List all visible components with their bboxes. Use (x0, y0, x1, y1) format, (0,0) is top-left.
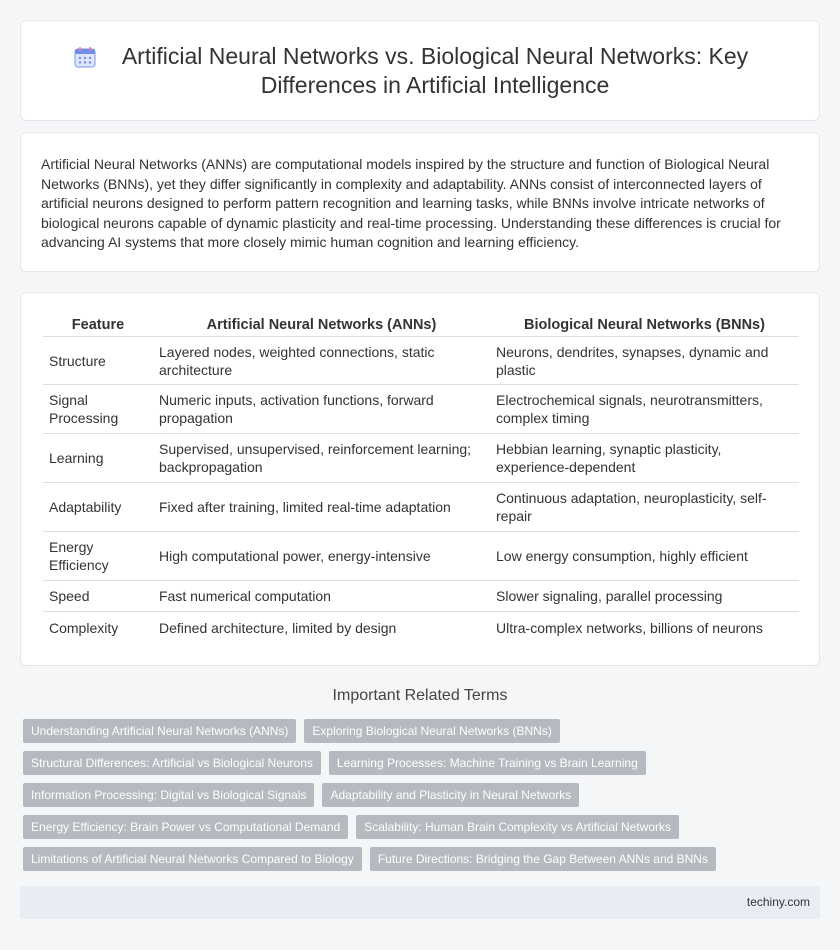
header-feature: Feature (43, 313, 153, 337)
comparison-table (43, 313, 799, 643)
ann-cell: Fixed after training, limited real-time adaptation (153, 483, 490, 532)
bnn-cell: Hebbian learning, synaptic plasticity, experience-dependent (490, 434, 799, 483)
feature-cell: Energy Efficiency (43, 532, 153, 581)
feature-cell: Adaptability (43, 483, 153, 532)
feature-cell: Structure (43, 337, 153, 385)
feature-cell: Signal Processing (43, 385, 153, 434)
related-term-tag[interactable]: Scalability: Human Brain Complexity vs Artificial Networks (356, 815, 679, 839)
related-term-tag[interactable]: Limitations of Artificial Neural Networks Compared to Biology (23, 847, 362, 871)
table-row (43, 532, 799, 581)
comparison-card (20, 292, 820, 666)
related-term-tag[interactable]: Understanding Artificial Neural Networks (ANNs) (23, 719, 296, 743)
related-terms-list (23, 719, 823, 879)
bnn-cell: Electrochemical signals, neurotransmitters, complex timing (490, 385, 799, 434)
ann-cell: Numeric inputs, activation functions, forward propagation (153, 385, 490, 434)
page-title: Artificial Neural Networks vs. Biological Neural Networks: Key Differences in Artificial Intelligence (121, 42, 749, 98)
related-term-tag[interactable]: Information Processing: Digital vs Biological Signals (23, 783, 314, 807)
bnn-cell: Ultra-complex networks, billions of neurons (496, 619, 763, 636)
related-term-tag[interactable]: Learning Processes: Machine Training vs Brain Learning (329, 751, 646, 775)
feature-cell: Speed (43, 581, 153, 612)
related-term-tag[interactable]: Adaptability and Plasticity in Neural Networks (322, 783, 579, 807)
table-row (43, 612, 799, 643)
header-anns: Artificial Neural Networks (ANNs) (153, 313, 490, 337)
footer-bar (20, 886, 820, 919)
ann-cell: Supervised, unsupervised, reinforcement learning; backpropagation (153, 434, 490, 483)
table-row (43, 337, 799, 385)
table-row (43, 385, 799, 434)
header-bnns: Biological Neural Networks (BNNs) (490, 313, 799, 337)
feature-cell: Learning (43, 434, 153, 483)
related-term-tag[interactable]: Structural Differences: Artificial vs Biological Neurons (23, 751, 321, 775)
ann-cell: Layered nodes, weighted connections, static architecture (153, 337, 490, 385)
related-term-tag[interactable]: Future Directions: Bridging the Gap Between ANNs and BNNs (370, 847, 716, 871)
related-term-tag[interactable]: Energy Efficiency: Brain Power vs Computational Demand (23, 815, 348, 839)
header-card (20, 20, 820, 121)
bnn-cell: Continuous adaptation, neuroplasticity, self-repair (490, 483, 799, 532)
ann-cell: Fast numerical computation (153, 581, 490, 612)
related-terms-heading: Important Related Terms (332, 687, 508, 704)
ann-cell: High computational power, energy-intensive (153, 532, 490, 581)
table-header-row (43, 313, 799, 337)
bnn-cell: Slower signaling, parallel processing (490, 581, 799, 612)
related-term-tag[interactable]: Exploring Biological Neural Networks (BNNs) (304, 719, 559, 743)
feature-cell: Complexity (49, 619, 119, 636)
table-row (43, 434, 799, 483)
bnn-cell: Neurons, dendrites, synapses, dynamic and plastic (490, 337, 799, 385)
table-row (43, 581, 799, 612)
intro-paragraph: Artificial Neural Networks (ANNs) are computational models inspired by the structure and function of Biological Neural Networks (BNNs), yet they differ significantly in complexity and adaptability. ANNs consist of interconnected layers of artificial neurons designed to perform pattern recognition and learning tasks, while BNNs involve intricate networks of biological neurons capable of dynamic plasticity and real-time processing. Understanding these differences is crucial for advancing AI systems that more closely mimic human cognition and learning efficiency. (41, 156, 781, 250)
footer-site-link[interactable]: techiny.com (746, 895, 810, 909)
intro-card (20, 132, 820, 272)
table-row (43, 483, 799, 532)
ann-cell: Defined architecture, limited by design (159, 619, 397, 636)
bnn-cell: Low energy consumption, highly efficient (490, 532, 799, 581)
